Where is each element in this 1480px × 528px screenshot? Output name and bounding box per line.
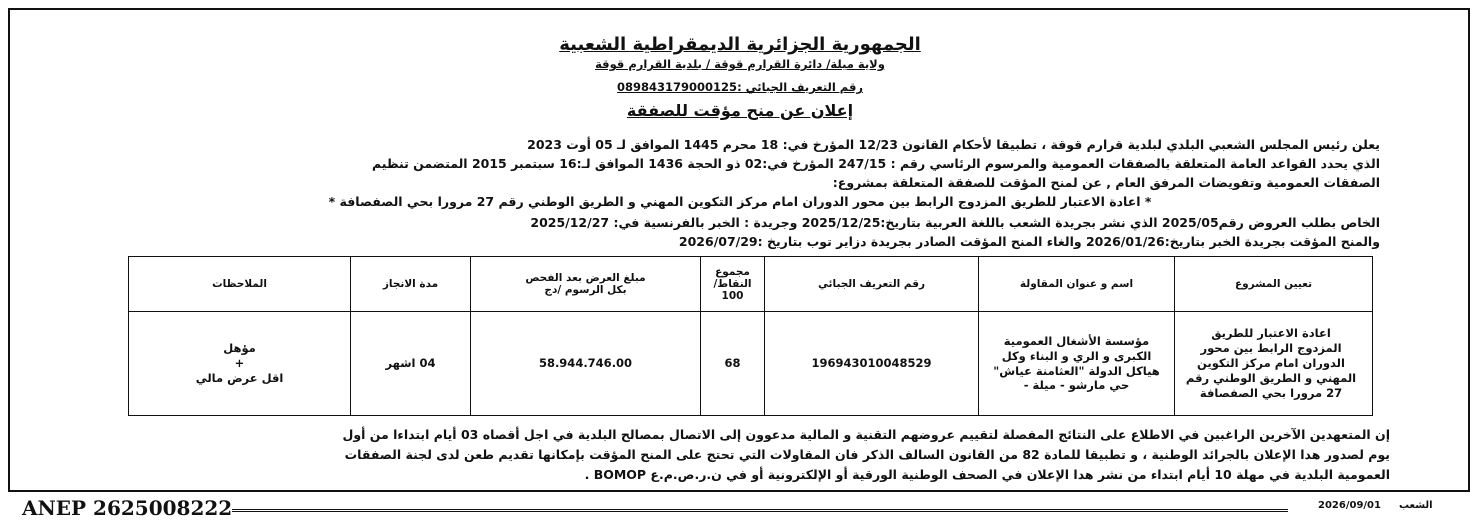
header-points-line-3: 100 bbox=[721, 290, 744, 302]
republic-title: الجمهورية الجزائرية الديمقراطية الشعبية bbox=[559, 34, 921, 55]
cell-project-line-5: 27 مرورا بحي الصفصافة bbox=[1199, 385, 1343, 400]
bottom-divider bbox=[232, 509, 1288, 512]
announcement-title: إعلان عن منح مؤقت للصفقة bbox=[626, 101, 854, 120]
header-points-line-1: مجموع bbox=[715, 266, 750, 278]
cell-notes-line-3: اقل عرض مالي bbox=[195, 370, 284, 385]
cell-amount: 58.944.746.00 bbox=[471, 312, 701, 416]
cell-notes-line-1: مؤهل bbox=[223, 341, 256, 356]
header-tax-id: رقم التعريف الجبائي bbox=[765, 257, 979, 312]
cell-tax-id: 196943010048529 bbox=[765, 312, 979, 416]
table-header-row bbox=[129, 257, 1373, 312]
header-amount-line-2: بكل الرسوم /دج bbox=[544, 284, 627, 296]
header-amount-line-1: مبلغ العرض بعد الفحص bbox=[525, 272, 646, 284]
award-table bbox=[128, 256, 1373, 416]
header-project: تعيين المشروع bbox=[1175, 257, 1373, 312]
cell-notes-line-2: + bbox=[234, 356, 245, 371]
body-line-6: والمنح المؤقت بجريدة الخبر بتاريخ:2026/01/26 والغاء المنح المؤقت الصادر بجريدة دزاير توب بتاريخ :2026/07/29 bbox=[678, 234, 1380, 249]
cell-project bbox=[1175, 312, 1373, 416]
cell-contractor-line-3: هياكل الدولة "العثامنة عياش" bbox=[993, 363, 1160, 378]
publication-info bbox=[1300, 500, 1433, 511]
header-duration: مدة الانجاز bbox=[351, 257, 471, 312]
header-amount bbox=[471, 257, 701, 312]
administration-line: ولاية ميلة/ دائرة القرارم قوقة / بلدية القرارم قوقة bbox=[595, 57, 885, 71]
tax-id-line: رقم التعريف الجبائي :089843179000125 bbox=[617, 80, 863, 94]
cell-contractor-line-1: مؤسسة الأشغال العمومية bbox=[1003, 333, 1150, 348]
cell-contractor-line-2: الكبرى و الري و البناء وكل bbox=[1001, 348, 1152, 363]
body-line-3: الصفقات العمومية وتفويضات المرفق العام , عن لمنح المؤقت للصفقة المتعلقة بمشروع: bbox=[832, 175, 1380, 190]
table-row bbox=[129, 312, 1373, 416]
cell-project-line-1: اعادة الاعتبار للطريق bbox=[1211, 326, 1331, 341]
cell-project-line-2: المزدوج الرابط بين محور bbox=[1200, 341, 1342, 356]
project-name-line: * اعادة الاعتبار للطريق المزدوج الرابط بين محور الدوران امام مركز التكوين المهني و الطريق الوطني رقم 27 مرورا بحي الصفصافة * bbox=[328, 194, 1152, 209]
body-line-5: الخاص بطلب العروض رقم2025/05 الذي نشر بجريدة الشعب باللغة العربية بتاريخ:2025/12/25 وجريدة : الخبر بالفرنسية في: 2025/12/27 bbox=[530, 215, 1380, 230]
cell-contractor-line-4: حي مارشو - ميلة - bbox=[1023, 378, 1130, 393]
cell-duration: 04 اشهر bbox=[351, 312, 471, 416]
header-points-line-2: النقاط/ bbox=[713, 278, 752, 290]
cell-project-line-4: المهني و الطريق الوطني رقم bbox=[1185, 370, 1357, 385]
header-points bbox=[701, 257, 765, 312]
body-line-2: الذي يحدد القواعد العامة المتعلقة بالصفقات العمومية والمرسوم الرئاسي رقم : 247/15 المؤرخ في:02 ذو الحجة 1436 الموافق لـ:16 سبتمبر 2015 المتضمن تنظيم bbox=[371, 156, 1380, 171]
footer-line-2: يوم لصدور هدا الإعلان بالجرائد الوطنية ، و تطبيقا للمادة 82 من القانون السالف الذكر فان المقاولات التي تحتج على المنح المؤقت بإمكانها تقديم طعن لدى لجنة الصفقات bbox=[344, 447, 1390, 462]
footer-line-3: العمومية البلدية في مهلة 10 أيام ابتداء من نشر هدا الإعلان في الصحف الوطنية الورقية أو الإلكترونية أو في ن.ر.ص.م.ع BOMOP . bbox=[584, 467, 1390, 482]
publication-date: 2026/09/01 bbox=[1318, 500, 1381, 511]
cell-points: 68 bbox=[701, 312, 765, 416]
body-line-1: يعلن رئيس المجلس الشعبي البلدي لبلدية قرارم قوقة ، تطبيقا لأحكام القانون 12/23 المؤرخ في: 18 محرم 1445 الموافق لـ 05 أوت 2023 bbox=[527, 137, 1380, 152]
footer-line-1: إن المتعهدين الآخرين الراغبين في الاطلاع على النتائج المفصلة لتقييم عروضهم التقنية و المالية مدعوون إلى الاتصال بمصالح البلدية في اجل أقصاه 03 أيام ابتداءا من أول bbox=[342, 427, 1390, 442]
anep-reference: ANEP 2625008222 bbox=[22, 496, 233, 520]
newspaper-name: الشعب bbox=[1398, 500, 1433, 511]
cell-notes bbox=[129, 312, 351, 416]
header-notes: الملاحظات bbox=[129, 257, 351, 312]
cell-project-line-3: الدوران امام مركز التكوين bbox=[1197, 356, 1345, 371]
cell-contractor bbox=[979, 312, 1175, 416]
header-contractor: اسم و عنوان المقاولة bbox=[979, 257, 1175, 312]
